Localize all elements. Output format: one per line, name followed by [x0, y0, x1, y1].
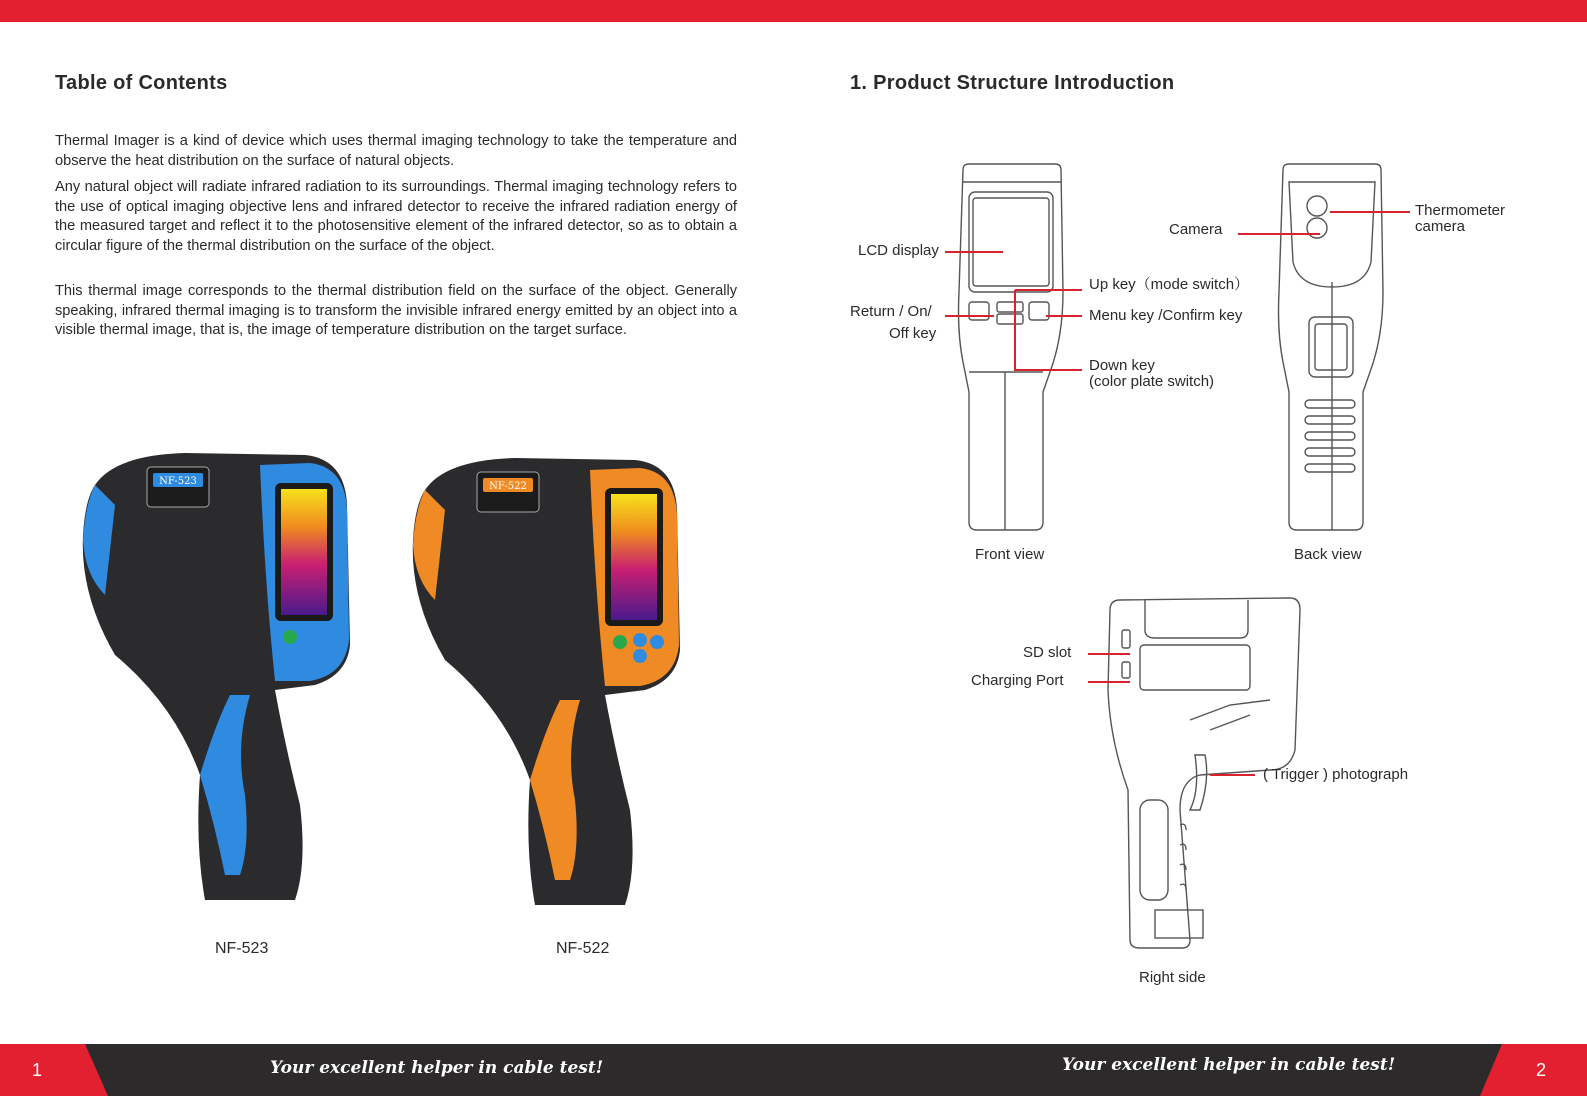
camera-label: Camera — [1169, 221, 1223, 238]
tagline-left: Your excellent helper in cable test! — [270, 1058, 604, 1078]
right-side-caption: Right side — [1139, 969, 1206, 986]
nf-523-badge-text: NF-523 — [159, 476, 197, 487]
nf-523-caption: NF-523 — [215, 940, 269, 957]
nf-522-badge-text: NF-522 — [489, 481, 527, 492]
down-key-label-line2: (color plate switch) — [1089, 373, 1215, 390]
intro-paragraph-3: This thermal image corresponds to the thermal distribution field on the surface of the object. Generally speaking, infrared thermal imaging is to transform the invisible infrared energy emitted by an object into a visible thermal image, that is, the image of temperature distribution on the target surface. — [55, 283, 737, 339]
return-key-label-line1: Return / On/ — [850, 303, 932, 320]
product-structure-heading: 1. Product Structure Introduction — [850, 72, 1175, 94]
thermometer-camera-label-line1: Thermometer — [1415, 202, 1506, 219]
page-number-left: 1 — [32, 1060, 43, 1080]
thermometer-camera-label-line2: camera — [1415, 218, 1466, 235]
charging-port-label: Charging Port — [971, 672, 1064, 689]
down-key-label-line1: Down key — [1089, 357, 1155, 374]
trigger-label: ( Trigger ) photograph — [1263, 766, 1409, 783]
up-key-label: Up key（mode switch） — [1089, 276, 1250, 293]
intro-paragraph-1: Thermal Imager is a kind of device which uses thermal imaging technology to take the temperature and observe the heat distribution on the surface of natural objects. — [55, 133, 737, 169]
tagline-right: Your excellent helper in cable test! — [1062, 1055, 1396, 1075]
sd-slot-label: SD slot — [1023, 644, 1072, 661]
return-key-label-line2: Off key — [889, 325, 937, 342]
front-view-caption: Front view — [975, 546, 1045, 563]
intro-paragraph-2: Any natural object will radiate infrared radiation to its surroundings. Thermal imaging technology refers to the use of optical imaging objective lens and infrared detector to receive the infrared radiation energy of the measured target and reflect it to the photosensitive element of the infrared detector, so as to obtain a circular figure of the thermal distribution on the surface of the object. — [55, 179, 737, 254]
table-of-contents-heading: Table of Contents — [55, 72, 228, 94]
nf-522-caption: NF-522 — [556, 940, 610, 957]
menu-key-label: Menu key /Confirm key — [1089, 307, 1243, 324]
back-view-caption: Back view — [1294, 546, 1362, 563]
page-number-right: 2 — [1536, 1060, 1547, 1080]
lcd-display-label: LCD display — [858, 242, 939, 259]
